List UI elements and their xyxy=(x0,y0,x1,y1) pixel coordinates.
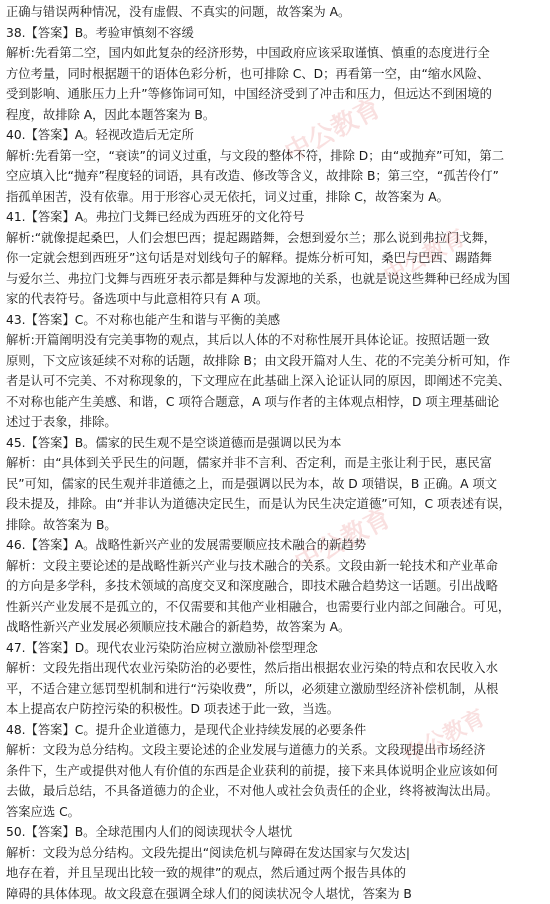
text-line: 解析：文段主要论述的是战略性新兴产业与技术融合的关系。文段由新一轮技术和产业革命 xyxy=(6,556,546,577)
text-line: 指孤单困苦，没有依靠。用于形容心灵无依托，词义过重，排除 C，故答案为 A。 xyxy=(6,187,546,208)
text-line: 程度，故排除 A，因此本题答案为 B。 xyxy=(6,105,546,126)
text-line: 方位考量，同时根据题干的语体色彩分析，也可排除 C、D；再看第一空，由“缩水风险、 xyxy=(6,64,546,85)
text-line: 40.【答案】A。轻视改造后无定所 xyxy=(6,125,546,146)
watermark: 中公教育 xyxy=(378,221,470,290)
text-line: 45.【答案】B。儒家的民生观不是空谈道德而是强调以民为本 xyxy=(6,433,546,454)
text-line: 空应填入比“抛弃”程度轻的词语，具有改造、修改等含义，故排除 B；第三空，“孤苦伶仃” xyxy=(6,166,546,187)
text-line: 41.【答案】A。弗拉门戈舞已经成为西班牙的文化符号 xyxy=(6,207,546,228)
text-line: 你一定就会想到西班牙”这句话是对划线句子的解释。提炼分析可知，桑巴与巴西、踢踏舞 xyxy=(6,248,546,269)
text-line: 38.【答案】B。考验审慎刻不容缓 xyxy=(6,23,546,44)
text-line: 去做，最后总结，不具备道德力的企业，不对他人或社会负责任的企业，终将被淘汰出局。 xyxy=(6,781,546,802)
document-body xyxy=(6,2,546,904)
text-line: 50.【答案】B。全球范围内人们的阅读现状令人堪忧 xyxy=(6,822,546,843)
text-line: 解析：文段先指出现代农业污染防治的必要性，然后指出根据农业污染的特点和农民收入水 xyxy=(6,658,546,679)
text-line: 战略性新兴产业发展必须顺应技术融合的新趋势，故答案为 A。 xyxy=(6,617,546,638)
text-line: 段未提及，排除。由“并非认为道德决定民生，而是认为民生决定道德”可知，C 项表述有误， xyxy=(6,494,546,515)
text-line: 解析:先看第一空，“衰读”的词义过重，与文段的整体不符，排除 D；由“或抛弃”可知，第二 xyxy=(6,146,546,167)
text-line: 平，不适合建立惩罚型机制和进行“污染收费”，所以，必须建立激励型经济补偿机制，从根 xyxy=(6,679,546,700)
text-line: 不对称也能产生美感、和谐，C 项符合题意，A 项与作者的主体观点相悖，D 项主理基础论 xyxy=(6,392,546,413)
watermark: 中公教育 xyxy=(287,498,396,580)
text-line: 障碍的具体体现。故文段意在强调全球人们的阅读状况令人堪忧，答案为 B xyxy=(6,884,546,904)
text-line: 者是认可不完美、不对称现象的，下文理应在此基础上深入论证认同的原因，即阐述不完美、 xyxy=(6,371,546,392)
text-line: 解析:“就像提起桑巴，人们会想巴西；提起踢踏舞，会想到爱尔兰；那么说到弗拉门戈舞， xyxy=(6,228,546,249)
text-line: 家的代表符号。备选项中与此意相符只有 A 项。 xyxy=(6,289,546,310)
text-line: 与爱尔兰、弗拉门戈舞与西班牙表示都是舞种与发源地的关系，也就是说这些舞种已经成为国 xyxy=(6,269,546,290)
text-line: 受到影响、通胀压力上升”等修饰词可知，中国经济受到了冲击和压力，但远达不到困境的 xyxy=(6,84,546,105)
text-line: 地存在着，并且呈现出比较一致的规律”的观点，然后通过两个报告具体的 xyxy=(6,863,546,884)
text-line: 48.【答案】C。提升企业道德力，是现代企业持续发展的必要条件 xyxy=(6,720,546,741)
text-line: 正确与错误两种情况，没有虚假、不真实的问题，故答案为 A。 xyxy=(6,2,546,23)
text-line: 解析:先看第二空，国内如此复杂的经济形势，中国政府应该采取谨慎、慎重的态度进行全 xyxy=(6,43,546,64)
text-line: 43.【答案】C。不对称也能产生和谐与平衡的美感 xyxy=(6,310,546,331)
watermark: 中公教育 xyxy=(277,88,386,170)
text-line: 答案应选 C。 xyxy=(6,802,546,823)
text-line: 性新兴产业发展不是孤立的，不仅需要和其他产业相融合，也需要行业内部之间融合。可见， xyxy=(6,597,546,618)
text-line: 解析：文段为总分结构。文段先提出“阅读危机与障碍在发达国家与欠发达| xyxy=(6,843,546,864)
text-line: 述过于表象，排除。 xyxy=(6,412,546,433)
text-line: 条件下，生产或提供对他人有价值的东西是企业获利的前提，接下来具体说明企业应该如何 xyxy=(6,761,546,782)
text-line: 解析：由“具体到关乎民生的问题，儒家并非不言利、否定利，而是主张让利于民，惠民富 xyxy=(6,453,546,474)
text-line: 排除。故答案为 B。 xyxy=(6,515,546,536)
text-line: 原则，下文应该延续不对称的话题，故排除 B；由文段开篇对人生、花的不完美分析可知，作 xyxy=(6,351,546,372)
watermark: 中公教育 xyxy=(398,701,490,770)
text-line: 47.【答案】D。现代农业污染防治应树立激励补偿型理念 xyxy=(6,638,546,659)
text-line: 民”可知，儒家的民生观并非道德之上，而是强调以民为本，故 D 项错误，B 正确。A 项文 xyxy=(6,474,546,495)
text-line: 的方向是多学科，多技术领域的高度交叉和深度融合，即技术融合趋势这一话题。引出战略 xyxy=(6,576,546,597)
text-line: 解析:开篇阐明没有完美事物的观点，其后以人体的不对称性展开具体论证。按照话题一致 xyxy=(6,330,546,351)
text-line: 本上提高农户防控污染的积极性。D 项表述于此一致，当选。 xyxy=(6,699,546,720)
text-line: 46.【答案】A。战略性新兴产业的发展需要顺应技术融合的新趋势 xyxy=(6,535,546,556)
text-line: 解析：文段为总分结构。文段主要论述的企业发展与道德力的关系。文段现提出市场经济 xyxy=(6,740,546,761)
